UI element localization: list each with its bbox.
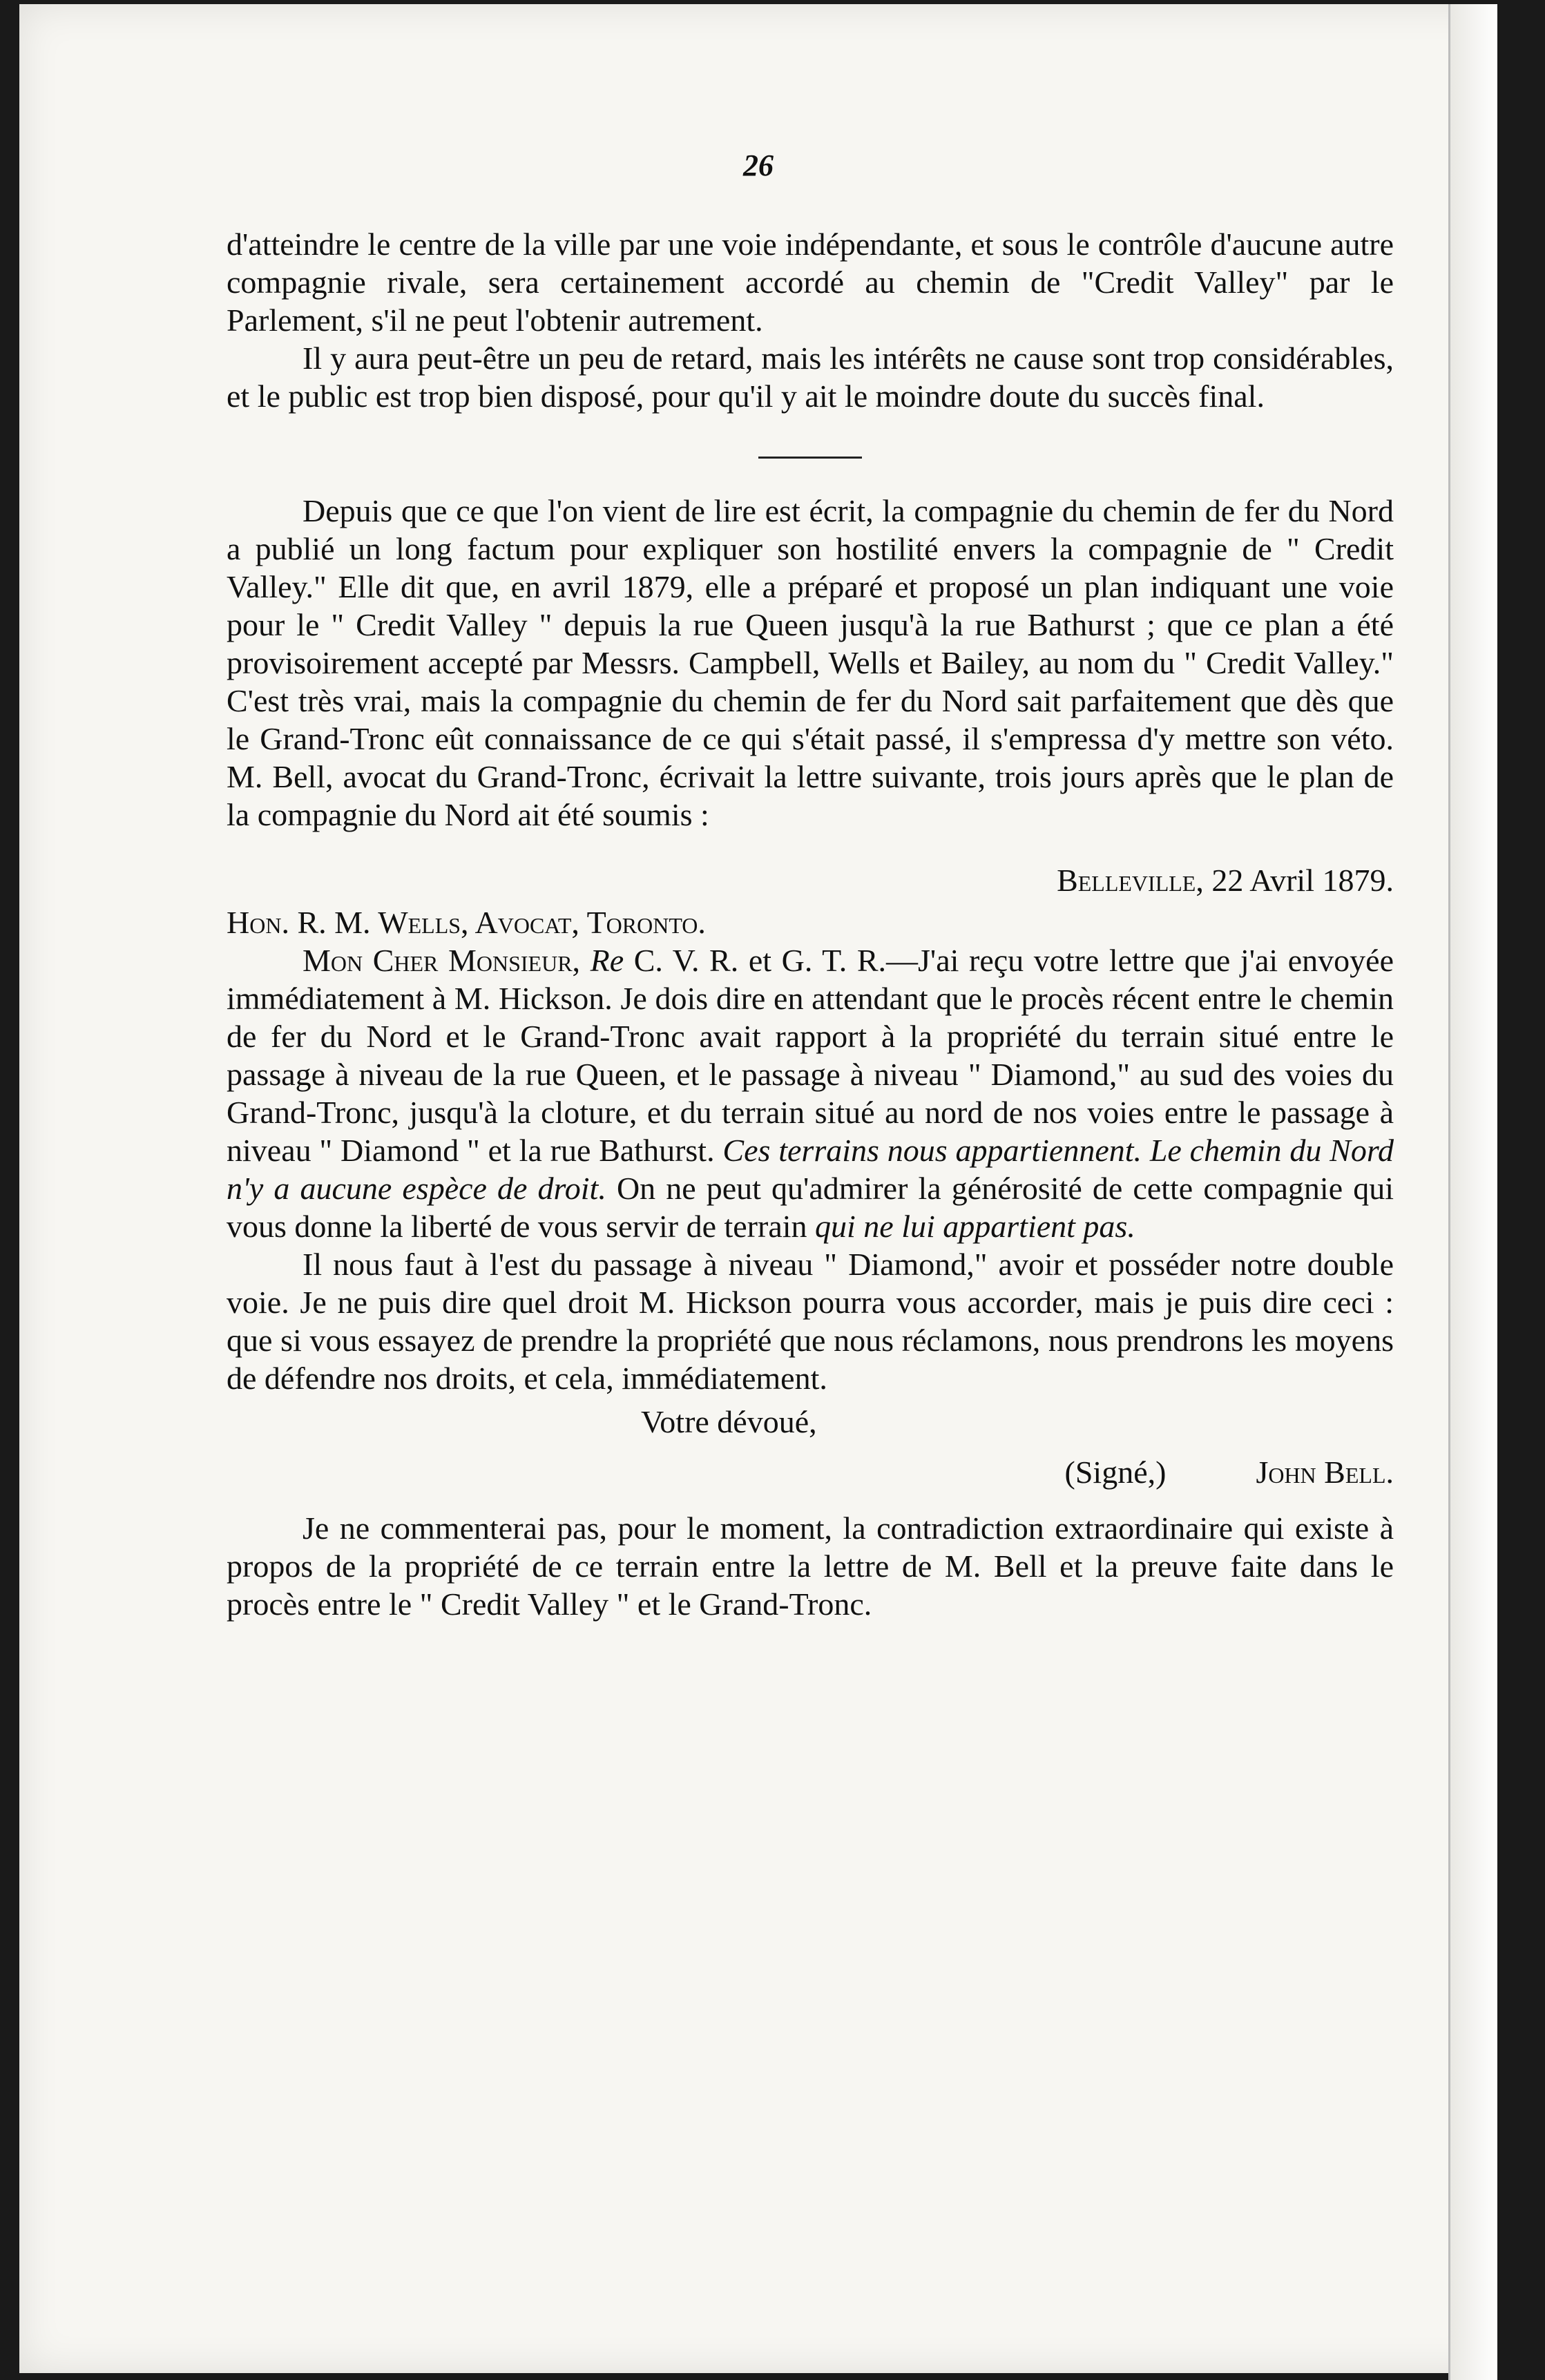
paragraph-continuation: d'atteindre le centre de la ville par une voie indépendante, et sous le contrôle d'aucune autre compagnie rivale, sera certainement accordé au chemin de "Credit Valley" par le Parlement, s'il ne peut l'obtenir autrement. — [227, 227, 1394, 338]
letter-closing: Votre dévoué, — [641, 1404, 817, 1439]
paragraph: Je ne commenterai pas, pour le moment, la contradiction extraordinaire qui existe à propos de la propriété de ce terrain entre la lettre de M. Bell et la preuve faite dans le procès entre le " Credit Valley " et le Grand-Tronc. — [227, 1510, 1394, 1622]
letter-emphasis: Ces terrains nous appartiennent. Le chemin du Nord n'y a aucune espèce de droit. — [227, 1133, 1394, 1206]
letter-salutation: Mon Cher Monsieur, — [303, 943, 581, 978]
paragraph: Il y aura peut-être un peu de retard, mais les intérêts ne cause sont trop considérables, et le public est trop bien disposé, pour qu'il y ait le moindre doute du succès final. — [227, 340, 1394, 414]
signed-label: (Signé,) — [1064, 1455, 1167, 1490]
section-divider — [758, 457, 862, 459]
page-number: 26 — [743, 148, 774, 182]
letter-paragraph: Il nous faut à l'est du passage à niveau " Diamond," avoir et posséder notre double voie. Je ne puis dire quel droit M. Hickson pourra vous accorder, mais je puis dire ceci : que si vous essayez de prendre la propriété que nous réclamons, nous prendrons les moyens de défendre nos droits, et cela, immédiatement. — [227, 1247, 1394, 1396]
paragraph: Depuis que ce que l'on vient de lire est écrit, la compagnie du chemin de fer du Nord a publié un long factum pour expliquer son hostilité envers la compagnie de " Credit Valley." Elle dit que, en avril 1879, elle a préparé et proposé un plan indiquant une voie pour le " Credit Valley " depuis la rue Queen jusqu'à la rue Bathurst ; que ce plan a été provisoirement accepté par Messrs. Campbell, Wells et Bailey, au nom du " Credit Valley." C'est très vrai, mais la compagnie du chemin de fer du Nord sait parfaitement que dès que le Grand-Tronc eût connaissance de ce qui s'était passé, il s'empressa d'y mettre son véto. M. Bell, avocat du Grand-Tronc, écrivait la lettre suivante, trois jours après que le plan de la compagnie du Nord ait été soumis : — [227, 493, 1394, 832]
signatory-name: John Bell. — [1256, 1455, 1394, 1490]
letter-place: Belleville, — [1057, 863, 1204, 898]
letter-paragraph — [227, 941, 1394, 1245]
letter-body-text: On ne peut qu'admirer la générosité de cette compagnie qui vous donne la liberté de vous servir de terrain — [227, 1171, 1394, 1244]
body-text — [227, 225, 1394, 1623]
page-edge — [1448, 4, 1497, 2380]
letter-signature — [227, 1453, 1394, 1491]
letter-dateline — [227, 861, 1394, 899]
letter-date: 22 Avril 1879. — [1211, 863, 1394, 898]
scanned-page — [19, 4, 1497, 2373]
letter-body-text: C. V. R. et G. T. R.—J'ai reçu votre lettre que j'ai envoyée immédiatement à M. Hickson. Je dois dire en attendant que le procès récent entre le chemin de fer du Nord et le Grand-Tronc avait rapport à la propriété du terrain situé entre le passage à niveau de la rue Queen, et le passage à niveau " Diamond," au sud des voies du Grand-Tronc, jusqu'à la cloture, et du terrain situé au nord de nos voies entre le passage à niveau " Diamond " et la rue Bathurst. — [227, 943, 1394, 1168]
letter-emphasis: qui ne lui appartient pas. — [815, 1209, 1135, 1244]
letter-addressee: Hon. R. M. Wells, Avocat, Toronto. — [227, 905, 706, 940]
letter-re: Re — [590, 943, 624, 978]
